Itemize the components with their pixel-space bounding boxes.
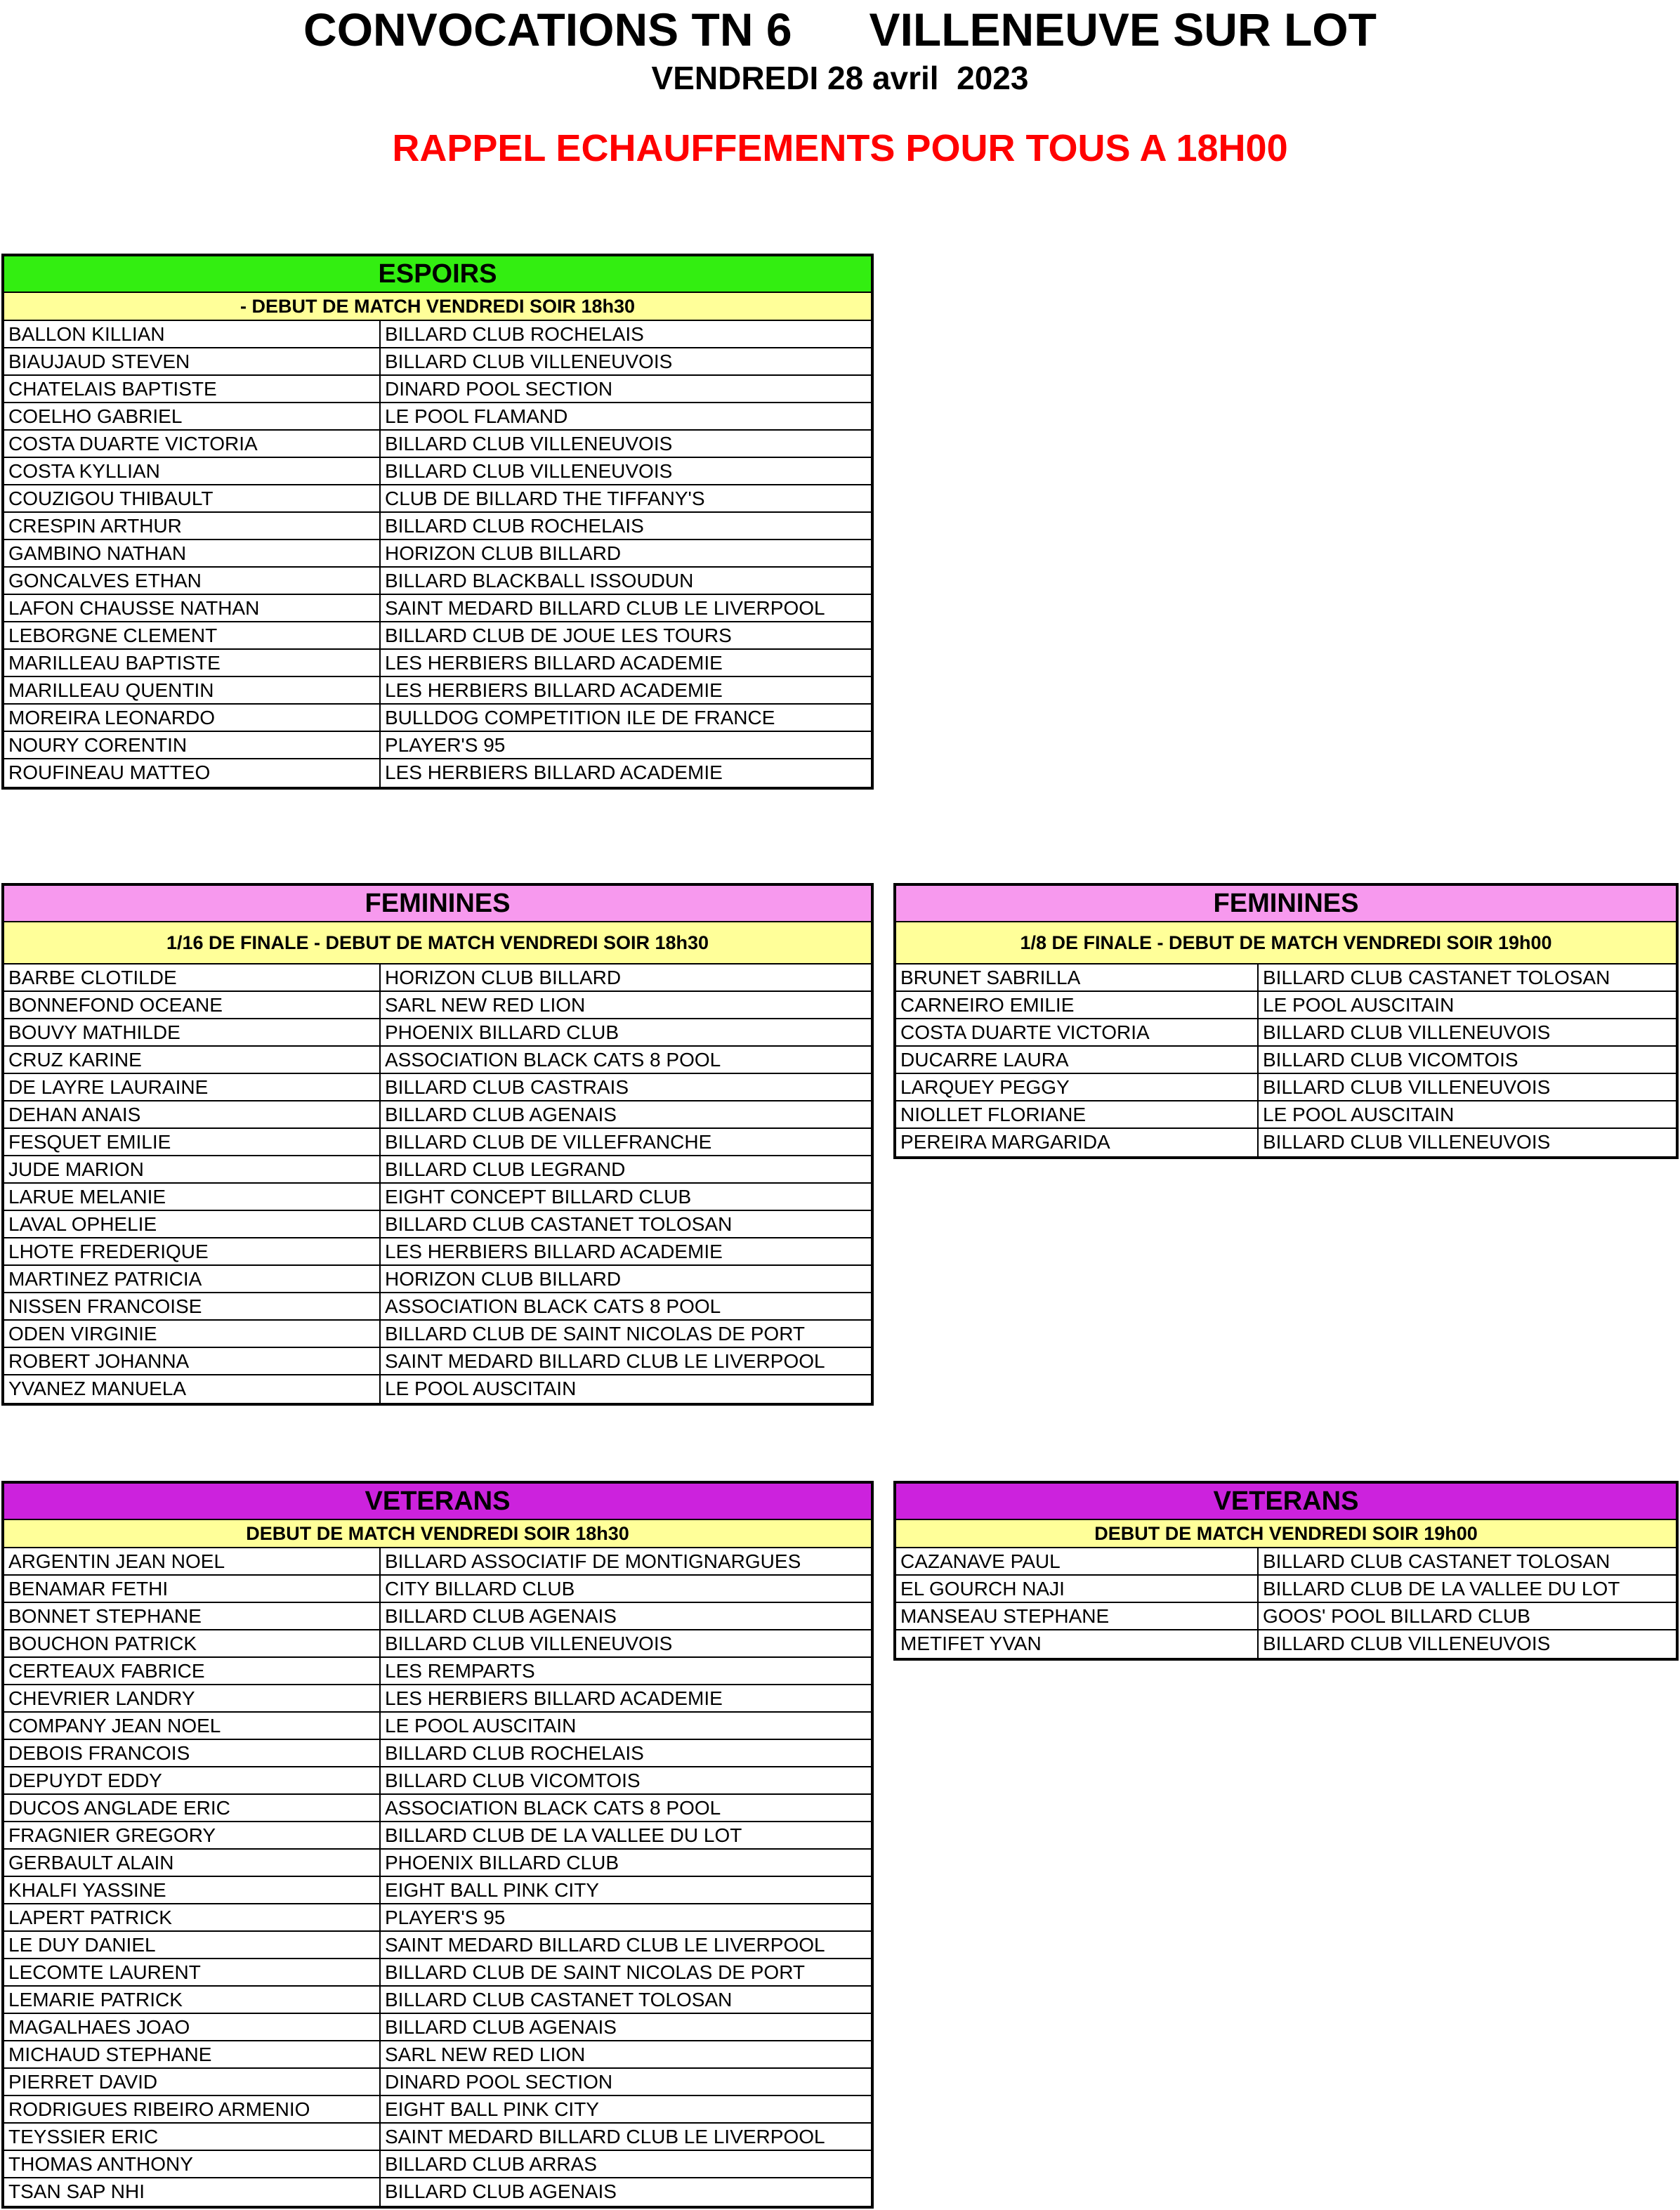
table-row — [4, 1987, 871, 2014]
player-name: LAVAL OPHELIE — [4, 1211, 381, 1237]
player-rows — [4, 321, 871, 787]
table-row — [896, 1630, 1676, 1658]
player-name: DUCOS ANGLADE ERIC — [4, 1795, 381, 1821]
player-name: NISSEN FRANCOISE — [4, 1293, 381, 1319]
player-name: LHOTE FREDERIQUE — [4, 1238, 381, 1264]
table-row — [4, 965, 871, 992]
player-name: COUZIGOU THIBAULT — [4, 485, 381, 511]
table-row — [896, 1129, 1676, 1156]
club-name: LES REMPARTS — [385, 1660, 535, 1682]
club-name: BILLARD CLUB VILLENEUVOIS — [385, 1633, 673, 1654]
table-row — [4, 992, 871, 1019]
player-name: GAMBINO NATHAN — [4, 540, 381, 566]
player-name: BIAUJAUD STEVEN — [4, 348, 381, 374]
table-row — [4, 677, 871, 705]
table-row — [4, 540, 871, 568]
feminines-16-table — [1, 883, 874, 1406]
player-name: GERBAULT ALAIN — [4, 1850, 381, 1876]
table-row — [4, 622, 871, 650]
veterans-1900-table — [893, 1481, 1679, 1661]
table-row — [4, 732, 871, 759]
player-name: PIERRET DAVID — [4, 2069, 381, 2095]
club-name: LES HERBIERS BILLARD ACADEMIE — [385, 652, 723, 674]
player-name: BALLON KILLIAN — [4, 321, 381, 347]
player-name: KHALFI YASSINE — [4, 1877, 381, 1903]
player-name: JUDE MARION — [4, 1156, 381, 1182]
player-name: LARQUEY PEGGY — [896, 1074, 1259, 1100]
player-name: MANSEAU STEPHANE — [896, 1603, 1259, 1629]
player-name: COSTA DUARTE VICTORIA — [896, 1019, 1259, 1045]
player-name: MARTINEZ PATRICIA — [4, 1266, 381, 1292]
table-row — [4, 1630, 871, 1658]
club-name: BILLARD CLUB ROCHELAIS — [385, 515, 644, 537]
table-row — [896, 1074, 1676, 1101]
club-name: BILLARD CLUB VILLENEUVOIS — [385, 460, 673, 482]
club-name: ASSOCIATION BLACK CATS 8 POOL — [385, 1049, 721, 1071]
club-name: BILLARD CLUB AGENAIS — [385, 2180, 617, 2202]
table-row — [4, 1685, 871, 1713]
player-name: COELHO GABRIEL — [4, 403, 381, 429]
player-name: MICHAUD STEPHANE — [4, 2041, 381, 2067]
player-rows — [896, 965, 1676, 1156]
club-name: CLUB DE BILLARD THE TIFFANY'S — [385, 488, 705, 509]
table-row — [4, 1740, 871, 1767]
category-header: VETERANS — [896, 1484, 1676, 1520]
club-name: GOOS' POOL BILLARD CLUB — [1263, 1605, 1530, 1627]
player-name: CERTEAUX FABRICE — [4, 1658, 381, 1684]
club-name: ASSOCIATION BLACK CATS 8 POOL — [385, 1295, 721, 1317]
player-name: NOURY CORENTIN — [4, 732, 381, 758]
table-row — [4, 1548, 871, 1576]
player-name: DE LAYRE LAURAINE — [4, 1074, 381, 1100]
category-header: ESPOIRS — [4, 256, 871, 293]
club-name: SAINT MEDARD BILLARD CLUB LE LIVERPOOL — [385, 597, 825, 619]
match-time-subtitle: DEBUT DE MATCH VENDREDI SOIR 18h30 — [4, 1520, 871, 1548]
player-name: BONNEFOND OCEANE — [4, 992, 381, 1018]
player-name: DEHAN ANAIS — [4, 1101, 381, 1127]
table-row — [4, 650, 871, 677]
match-time-subtitle: DEBUT DE MATCH VENDREDI SOIR 19h00 — [896, 1520, 1676, 1548]
club-name: BILLARD CLUB ROCHELAIS — [385, 323, 644, 345]
table-row — [4, 1904, 871, 1932]
club-name: HORIZON CLUB BILLARD — [385, 1268, 622, 1290]
player-name: MOREIRA LEONARDO — [4, 705, 381, 731]
club-name: BILLARD CLUB CASTRAIS — [385, 1076, 629, 1098]
table-row — [4, 1795, 871, 1822]
club-name: PHOENIX BILLARD CLUB — [385, 1852, 619, 1874]
player-name: LAFON CHAUSSE NATHAN — [4, 595, 381, 621]
table-row — [896, 1576, 1676, 1603]
player-name: EL GOURCH NAJI — [896, 1576, 1259, 1602]
club-name: SARL NEW RED LION — [385, 994, 586, 1016]
table-row — [4, 2124, 871, 2151]
player-name: MARILLEAU BAPTISTE — [4, 650, 381, 676]
club-name: BILLARD CLUB VILLENEUVOIS — [385, 433, 673, 455]
table-row — [4, 2178, 871, 2206]
player-name: CHEVRIER LANDRY — [4, 1685, 381, 1711]
club-name: LE POOL AUSCITAIN — [385, 1715, 577, 1737]
club-name: BILLARD CLUB CASTANET TOLOSAN — [1263, 967, 1610, 988]
table-row — [896, 1603, 1676, 1630]
club-name: BILLARD CLUB DE SAINT NICOLAS DE PORT — [385, 1961, 806, 1983]
player-name: LEMARIE PATRICK — [4, 1987, 381, 2013]
table-row — [4, 513, 871, 540]
club-name: BILLARD CLUB DE LA VALLEE DU LOT — [385, 1824, 742, 1846]
club-name: BILLARD CLUB VICOMTOIS — [385, 1770, 641, 1791]
club-name: BILLARD CLUB ARRAS — [385, 2153, 597, 2175]
player-name: DEBOIS FRANCOIS — [4, 1740, 381, 1766]
club-name: BILLARD CLUB ROCHELAIS — [385, 1742, 644, 1764]
category-header: VETERANS — [4, 1484, 871, 1520]
table-row — [4, 2069, 871, 2096]
club-name: EIGHT BALL PINK CITY — [385, 1879, 599, 1901]
club-name: BILLARD CLUB VILLENEUVOIS — [1263, 1633, 1551, 1654]
player-name: BRUNET SABRILLA — [896, 965, 1259, 990]
table-row — [4, 458, 871, 485]
table-row — [4, 376, 871, 403]
table-row — [4, 2151, 871, 2178]
table-row — [896, 1101, 1676, 1129]
club-name: BILLARD CLUB VILLENEUVOIS — [1263, 1131, 1551, 1153]
table-row — [4, 1822, 871, 1850]
club-name: BILLARD CLUB AGENAIS — [385, 1605, 617, 1627]
player-name: CARNEIRO EMILIE — [896, 992, 1259, 1018]
table-row — [4, 1932, 871, 1959]
club-name: BILLARD ASSOCIATIF DE MONTIGNARGUES — [385, 1550, 801, 1572]
player-name: GONCALVES ETHAN — [4, 568, 381, 594]
table-row — [4, 431, 871, 458]
event-date: VENDREDI 28 avril 2023 — [651, 60, 1029, 96]
player-name: CAZANAVE PAUL — [896, 1548, 1259, 1574]
player-name: TSAN SAP NHI — [4, 2178, 381, 2206]
club-name: BILLARD CLUB CASTANET TOLOSAN — [385, 1989, 733, 2010]
table-row — [4, 1658, 871, 1685]
player-name: LE DUY DANIEL — [4, 1932, 381, 1958]
player-name: ROBERT JOHANNA — [4, 1348, 381, 1374]
club-name: DINARD POOL SECTION — [385, 2071, 613, 2093]
club-name: DINARD POOL SECTION — [385, 378, 613, 400]
club-name: LE POOL FLAMAND — [385, 405, 568, 427]
table-row — [4, 759, 871, 787]
player-name: DEPUYDT EDDY — [4, 1767, 381, 1793]
club-name: ASSOCIATION BLACK CATS 8 POOL — [385, 1797, 721, 1819]
table-row — [4, 595, 871, 622]
club-name: BULLDOG COMPETITION ILE DE FRANCE — [385, 707, 775, 728]
page-title: CONVOCATIONS TN 6 VILLENEUVE SUR LOT — [303, 4, 1377, 55]
table-row — [4, 1184, 871, 1211]
club-name: LES HERBIERS BILLARD ACADEMIE — [385, 1241, 723, 1262]
table-row — [896, 1548, 1676, 1576]
player-name: ODEN VIRGINIE — [4, 1321, 381, 1347]
club-name: BILLARD BLACKBALL ISSOUDUN — [385, 570, 694, 591]
player-name: COSTA KYLLIAN — [4, 458, 381, 484]
club-name: SAINT MEDARD BILLARD CLUB LE LIVERPOOL — [385, 1350, 825, 1372]
player-name: LEBORGNE CLEMENT — [4, 622, 381, 648]
player-name: BOUVY MATHILDE — [4, 1019, 381, 1045]
warmup-reminder: RAPPEL ECHAUFFEMENTS POUR TOUS A 18H00 — [392, 127, 1288, 169]
club-name: BILLARD CLUB CASTANET TOLOSAN — [1263, 1550, 1610, 1572]
club-name: HORIZON CLUB BILLARD — [385, 967, 622, 988]
player-name: BENAMAR FETHI — [4, 1576, 381, 1602]
player-name: RODRIGUES RIBEIRO ARMENIO — [4, 2096, 381, 2122]
player-rows — [896, 1548, 1676, 1658]
table-row — [4, 1713, 871, 1740]
club-name: BILLARD CLUB VILLENEUVOIS — [1263, 1021, 1551, 1043]
player-name: THOMAS ANTHONY — [4, 2151, 381, 2177]
table-row — [4, 2096, 871, 2124]
player-name: FRAGNIER GREGORY — [4, 1822, 381, 1848]
club-name: BILLARD CLUB DE VILLEFRANCHE — [385, 1131, 712, 1153]
player-name: MAGALHAES JOAO — [4, 2014, 381, 2040]
club-name: BILLARD CLUB DE LA VALLEE DU LOT — [1263, 1578, 1620, 1600]
player-name: MARILLEAU QUENTIN — [4, 677, 381, 703]
table-row — [4, 1850, 871, 1877]
club-name: PLAYER'S 95 — [385, 1907, 506, 1928]
player-name: CRUZ KARINE — [4, 1047, 381, 1073]
club-name: BILLARD CLUB LEGRAND — [385, 1158, 626, 1180]
club-name: BILLARD CLUB AGENAIS — [385, 2016, 617, 2038]
player-name: NIOLLET FLORIANE — [896, 1101, 1259, 1127]
table-row — [4, 568, 871, 595]
player-rows — [4, 965, 871, 1403]
table-row — [4, 403, 871, 431]
player-name: TEYSSIER ERIC — [4, 2124, 381, 2150]
table-row — [4, 1019, 871, 1047]
table-row — [4, 321, 871, 348]
club-name: HORIZON CLUB BILLARD — [385, 542, 622, 564]
table-row — [4, 1074, 871, 1101]
club-name: LES HERBIERS BILLARD ACADEMIE — [385, 679, 723, 701]
player-name: ROUFINEAU MATTEO — [4, 759, 381, 787]
table-row — [896, 965, 1676, 992]
player-name: BONNET STEPHANE — [4, 1603, 381, 1629]
table-row — [4, 1238, 871, 1266]
player-name: CHATELAIS BAPTISTE — [4, 376, 381, 402]
table-row — [4, 1877, 871, 1904]
club-name: LES HERBIERS BILLARD ACADEMIE — [385, 1687, 723, 1709]
table-row — [4, 348, 871, 376]
club-name: SAINT MEDARD BILLARD CLUB LE LIVERPOOL — [385, 1934, 825, 1956]
table-row — [4, 2041, 871, 2069]
player-name: YVANEZ MANUELA — [4, 1375, 381, 1403]
table-row — [4, 1959, 871, 1987]
espoirs-table — [1, 254, 874, 790]
player-name: LARUE MELANIE — [4, 1184, 381, 1210]
table-row — [4, 705, 871, 732]
table-row — [4, 1375, 871, 1403]
player-name: LECOMTE LAURENT — [4, 1959, 381, 1985]
player-name: BOUCHON PATRICK — [4, 1630, 381, 1656]
club-name: LES HERBIERS BILLARD ACADEMIE — [385, 761, 723, 783]
table-row — [4, 1293, 871, 1321]
table-row — [4, 1047, 871, 1074]
club-name: LE POOL AUSCITAIN — [1263, 1104, 1455, 1125]
club-name: LE POOL AUSCITAIN — [385, 1378, 577, 1399]
table-row — [896, 1047, 1676, 1074]
match-time-subtitle: - DEBUT DE MATCH VENDREDI SOIR 18h30 — [4, 293, 871, 321]
player-name: DUCARRE LAURA — [896, 1047, 1259, 1073]
player-name: BARBE CLOTILDE — [4, 965, 381, 990]
table-row — [4, 485, 871, 513]
table-row — [4, 1576, 871, 1603]
club-name: BILLARD CLUB VICOMTOIS — [1263, 1049, 1518, 1071]
club-name: SAINT MEDARD BILLARD CLUB LE LIVERPOOL — [385, 2126, 825, 2147]
player-name: COSTA DUARTE VICTORIA — [4, 431, 381, 457]
club-name: BILLARD CLUB DE SAINT NICOLAS DE PORT — [385, 1323, 806, 1345]
club-name: BILLARD CLUB AGENAIS — [385, 1104, 617, 1125]
club-name: PLAYER'S 95 — [385, 734, 506, 756]
player-name: ARGENTIN JEAN NOEL — [4, 1548, 381, 1574]
club-name: BILLARD CLUB VILLENEUVOIS — [385, 351, 673, 372]
match-time-subtitle: 1/8 DE FINALE - DEBUT DE MATCH VENDREDI SOIR 19h00 — [896, 922, 1676, 965]
club-name: LE POOL AUSCITAIN — [1263, 994, 1455, 1016]
club-name: BILLARD CLUB VILLENEUVOIS — [1263, 1076, 1551, 1098]
table-row — [4, 1101, 871, 1129]
player-name: COMPANY JEAN NOEL — [4, 1713, 381, 1739]
match-time-subtitle: 1/16 DE FINALE - DEBUT DE MATCH VENDREDI SOIR 18h30 — [4, 922, 871, 965]
club-name: EIGHT CONCEPT BILLARD CLUB — [385, 1186, 692, 1208]
player-name: CRESPIN ARTHUR — [4, 513, 381, 539]
table-row — [4, 2014, 871, 2041]
table-row — [4, 1156, 871, 1184]
club-name: BILLARD CLUB DE JOUE LES TOURS — [385, 625, 732, 646]
table-row — [4, 1129, 871, 1156]
table-row — [4, 1348, 871, 1375]
table-row — [4, 1266, 871, 1293]
player-name: METIFET YVAN — [896, 1630, 1259, 1658]
table-row — [896, 992, 1676, 1019]
table-row — [4, 1767, 871, 1795]
club-name: PHOENIX BILLARD CLUB — [385, 1021, 619, 1043]
club-name: EIGHT BALL PINK CITY — [385, 2098, 599, 2120]
table-row — [896, 1019, 1676, 1047]
category-header: FEMININES — [4, 886, 871, 922]
veterans-1830-table — [1, 1481, 874, 2209]
feminines-8-table — [893, 883, 1679, 1159]
player-name: LAPERT PATRICK — [4, 1904, 381, 1930]
player-name: FESQUET EMILIE — [4, 1129, 381, 1155]
player-rows — [4, 1548, 871, 2206]
club-name: CITY BILLARD CLUB — [385, 1578, 575, 1600]
table-row — [4, 1211, 871, 1238]
club-name: BILLARD CLUB CASTANET TOLOSAN — [385, 1213, 733, 1235]
player-name: PEREIRA MARGARIDA — [896, 1129, 1259, 1156]
table-row — [4, 1321, 871, 1348]
club-name: SARL NEW RED LION — [385, 2044, 586, 2065]
category-header: FEMININES — [896, 886, 1676, 922]
table-row — [4, 1603, 871, 1630]
